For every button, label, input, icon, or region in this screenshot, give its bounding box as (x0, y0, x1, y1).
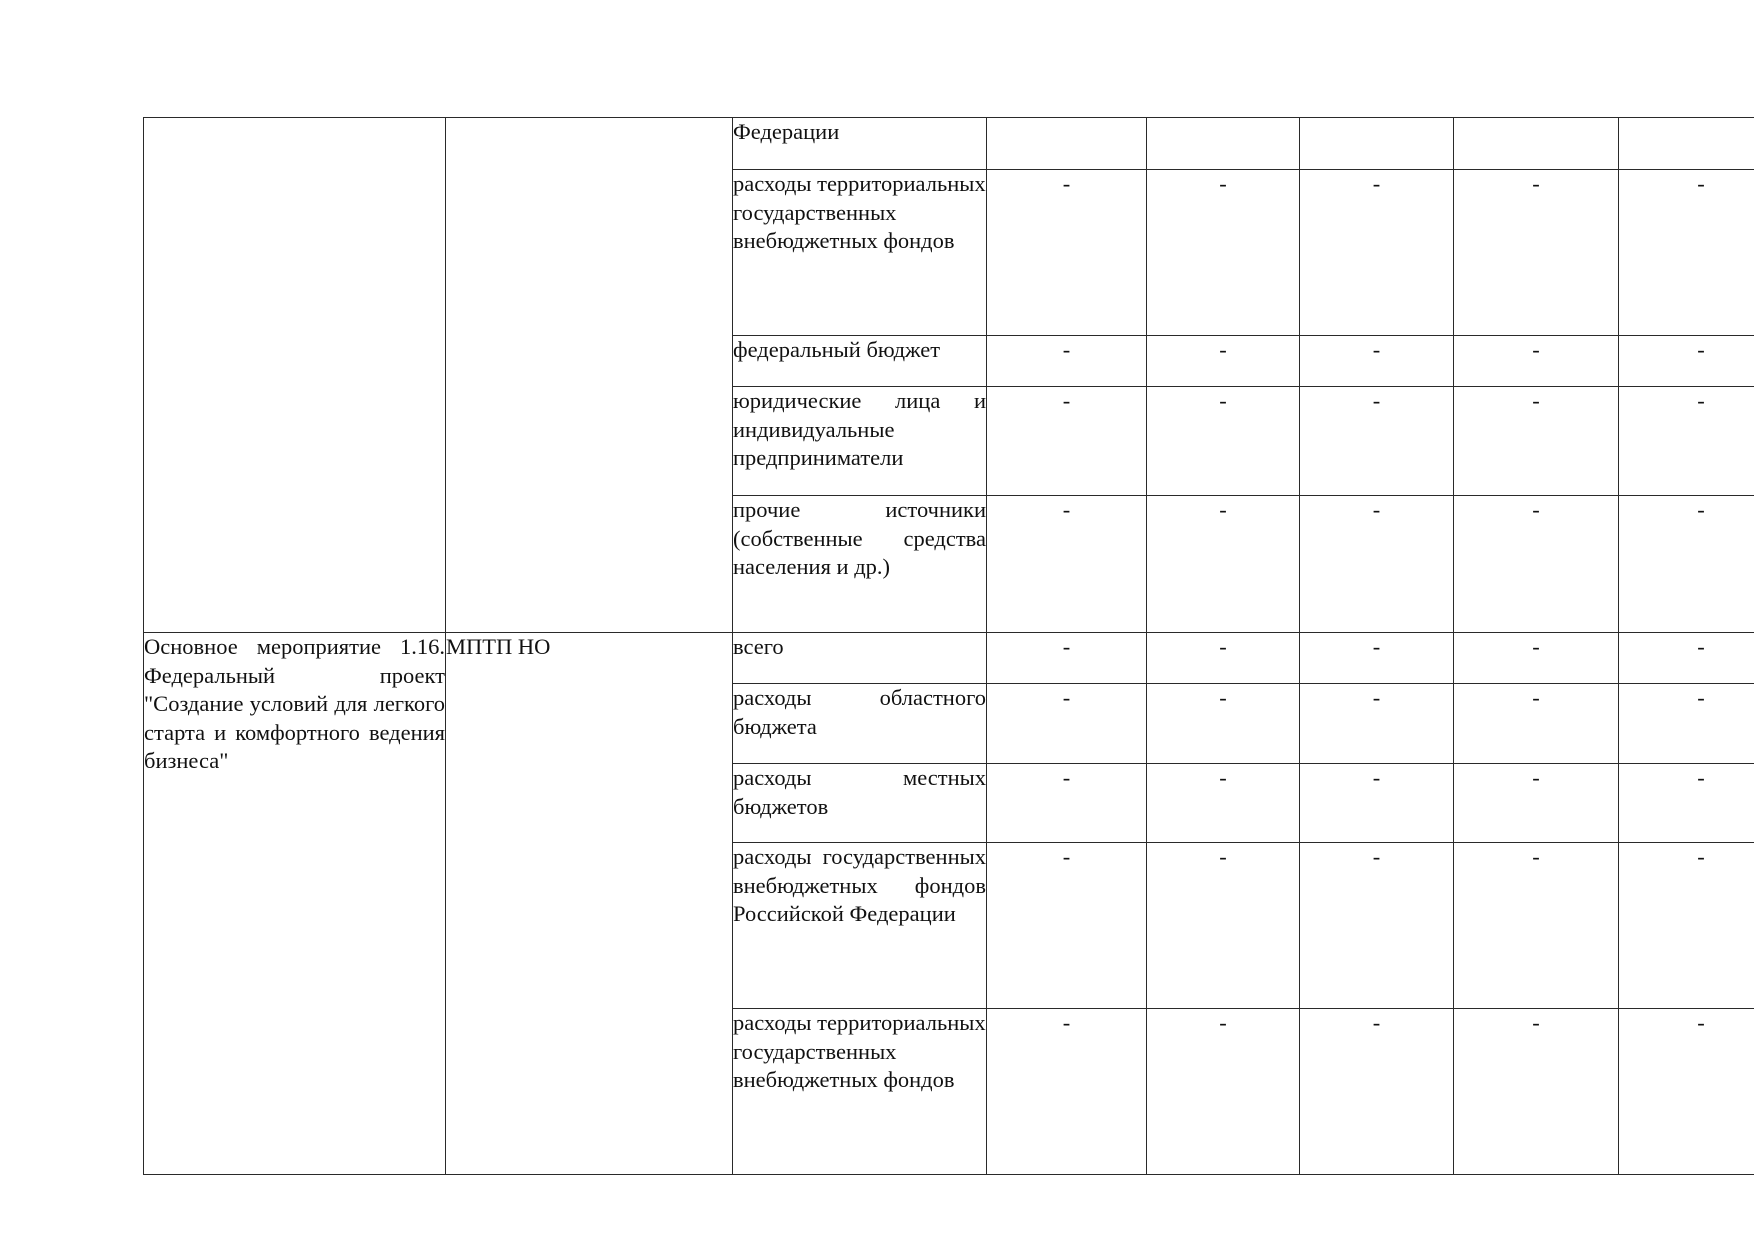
value-cell: - (1300, 1009, 1454, 1175)
value-cell (1300, 118, 1454, 170)
value-cell: - (1454, 633, 1619, 684)
value-cell (1454, 118, 1619, 170)
executor-cell-empty (446, 118, 733, 633)
value-cell: - (1619, 496, 1754, 633)
activity-cell-empty (144, 118, 446, 633)
value-cell: - (1300, 764, 1454, 843)
value-cell: - (987, 684, 1147, 764)
value-cell: - (1300, 684, 1454, 764)
value-cell: - (1454, 843, 1619, 1009)
value-cell: - (1147, 1009, 1300, 1175)
source-label: расходы государственных внебюджетных фондов Российской Федерации (733, 843, 987, 1009)
executor-name: МПТП НО (446, 633, 733, 1175)
value-cell: - (987, 336, 1147, 387)
value-cell: - (987, 633, 1147, 684)
value-cell: - (1300, 496, 1454, 633)
value-cell: - (1454, 336, 1619, 387)
value-cell (1147, 118, 1300, 170)
value-cell: - (1147, 684, 1300, 764)
value-cell: - (987, 387, 1147, 496)
value-cell: - (1619, 633, 1754, 684)
value-cell (1619, 118, 1754, 170)
value-cell (987, 118, 1147, 170)
source-label: прочие источники (собственные средства населения и др.) (733, 496, 987, 633)
value-cell: - (1454, 496, 1619, 633)
value-cell: - (987, 843, 1147, 1009)
table-row (144, 633, 1754, 684)
value-cell: - (1147, 496, 1300, 633)
value-cell: - (1619, 170, 1754, 336)
source-label: расходы территориальных государственных внебюджетных фондов (733, 1009, 987, 1175)
value-cell: - (1454, 170, 1619, 336)
source-label: расходы местных бюджетов (733, 764, 987, 843)
source-label: всего (733, 633, 987, 684)
value-cell: - (1454, 387, 1619, 496)
value-cell: - (1454, 684, 1619, 764)
value-cell: - (987, 496, 1147, 633)
source-label: федеральный бюджет (733, 336, 987, 387)
value-cell: - (1619, 684, 1754, 764)
funding-table (143, 117, 1754, 1175)
value-cell: - (1300, 843, 1454, 1009)
value-cell: - (987, 764, 1147, 843)
value-cell: - (1300, 336, 1454, 387)
source-label: Федерации (733, 118, 987, 170)
value-cell: - (1147, 336, 1300, 387)
value-cell: - (987, 1009, 1147, 1175)
value-cell: - (1147, 843, 1300, 1009)
value-cell: - (1619, 387, 1754, 496)
table-row (144, 118, 1754, 170)
value-cell: - (1619, 1009, 1754, 1175)
value-cell: - (987, 170, 1147, 336)
value-cell: - (1147, 170, 1300, 336)
value-cell: - (1300, 633, 1454, 684)
value-cell: - (1619, 764, 1754, 843)
value-cell: - (1454, 764, 1619, 843)
value-cell: - (1147, 633, 1300, 684)
value-cell: - (1300, 170, 1454, 336)
value-cell: - (1147, 387, 1300, 496)
source-label: расходы областного бюджета (733, 684, 987, 764)
value-cell: - (1300, 387, 1454, 496)
source-label: расходы территориальных государственных внебюджетных фондов (733, 170, 987, 336)
value-cell: - (1454, 1009, 1619, 1175)
value-cell: - (1619, 843, 1754, 1009)
source-label: юридические лица и индивидуальные предприниматели (733, 387, 987, 496)
activity-name: Основное мероприятие 1.16. Федеральный проект "Создание условий для легкого старта и комфортного ведения бизнеса" (144, 633, 446, 1175)
value-cell: - (1147, 764, 1300, 843)
value-cell: - (1619, 336, 1754, 387)
